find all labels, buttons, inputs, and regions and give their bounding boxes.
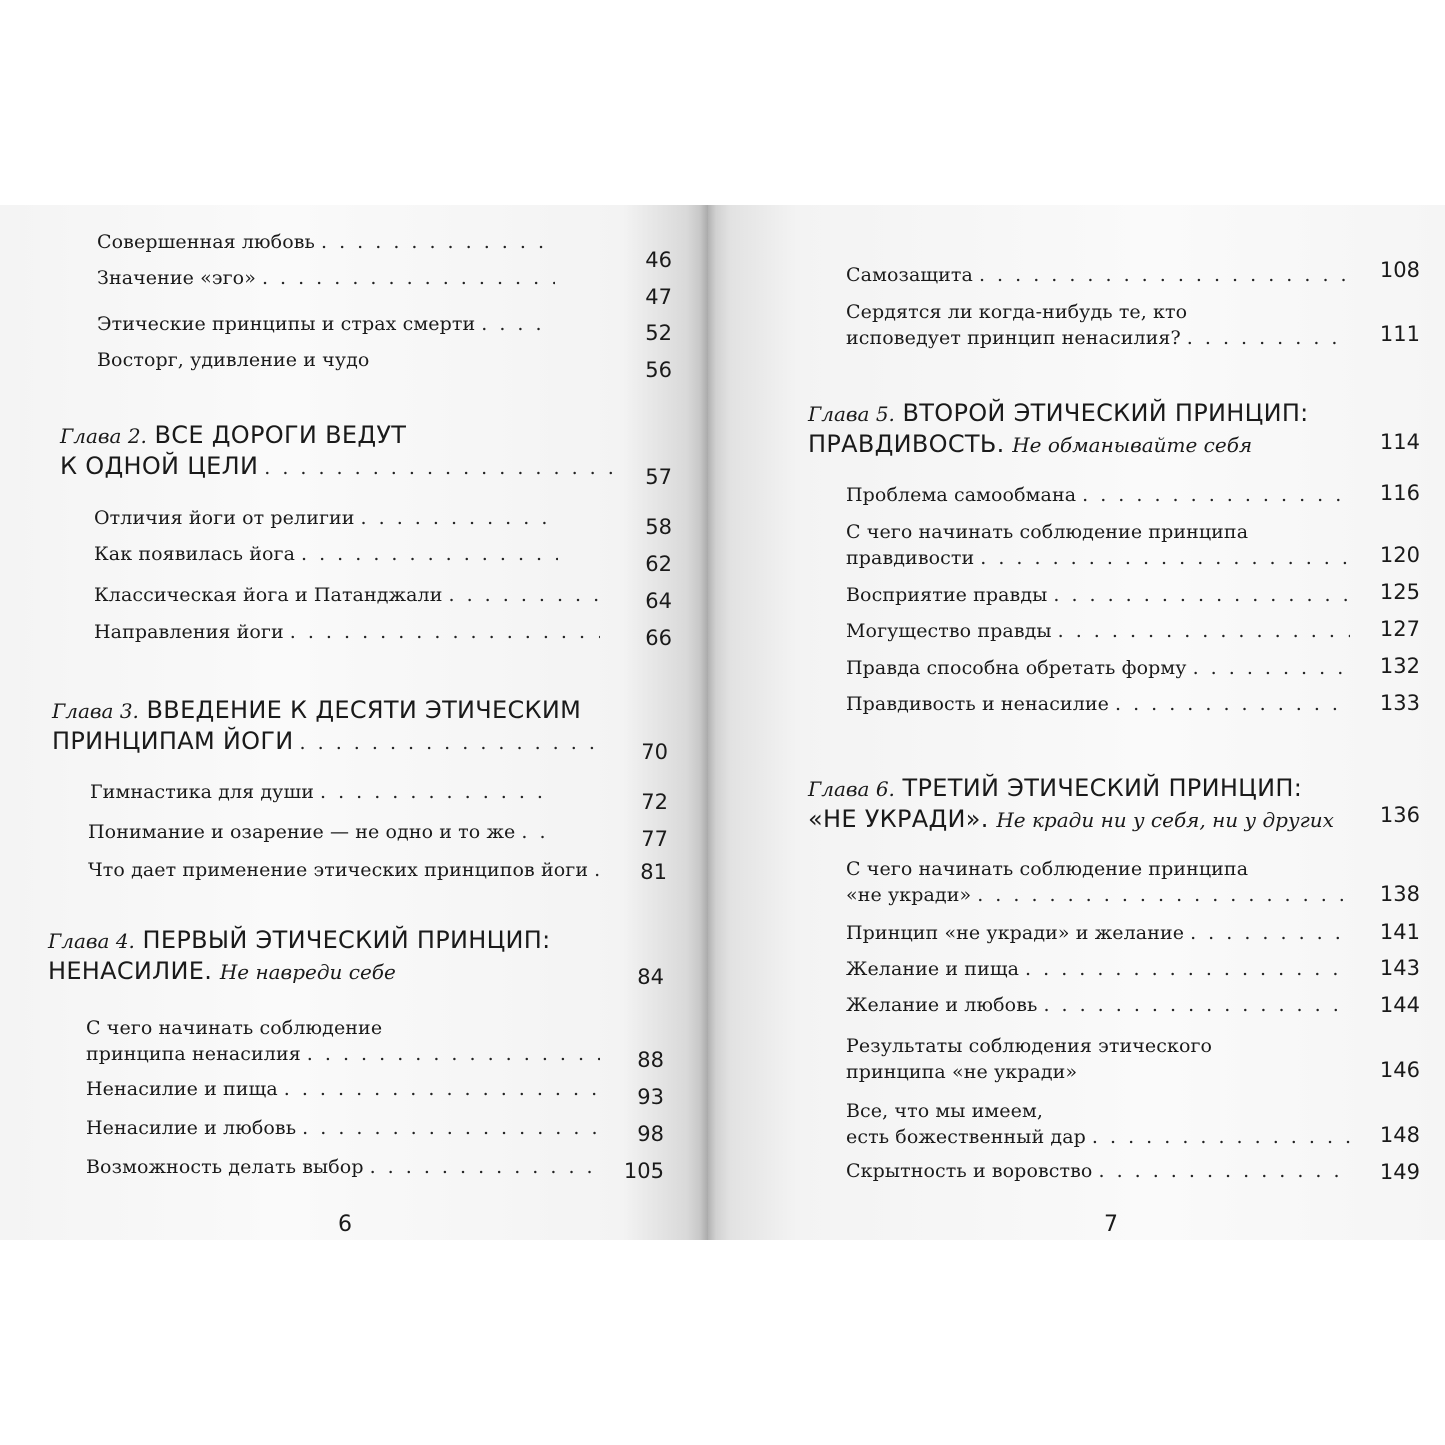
entry-title: Самозащита [846, 264, 973, 286]
dot-leader [1193, 655, 1350, 681]
chapter-heading [52, 695, 607, 758]
dot-leader [284, 1076, 600, 1102]
page-number: 105 [623, 1159, 664, 1183]
entry-title: Правда способна обретать форму [846, 657, 1187, 679]
entry-title: Принцип «не укради» и желание [846, 922, 1185, 944]
chapter-title-line1: ВТОРОЙ ЭТИЧЕСКИЙ ПРИНЦИП: [902, 399, 1309, 427]
toc-entry [846, 856, 1356, 908]
toc-entry [97, 311, 561, 337]
chapter-heading [60, 420, 620, 483]
entry-title: Понимание и озарение — не одно и то же [88, 821, 516, 843]
page-number: 57 [645, 465, 672, 489]
toc-entry [846, 582, 1356, 608]
dot-leader [302, 1115, 600, 1141]
dot-leader [264, 453, 614, 483]
dot-leader [977, 882, 1350, 908]
entry-title: принципа «не укради» [846, 1061, 1078, 1083]
dot-leader [290, 619, 600, 645]
entry-title: Значение «эго» [97, 267, 256, 289]
folio-left: 6 [338, 1212, 352, 1237]
right-page [708, 205, 1445, 1240]
dot-leader [301, 541, 558, 567]
page-number: 52 [645, 321, 672, 345]
toc-entry [846, 956, 1356, 982]
entry-title: Восторг, удивление и чудо [97, 349, 370, 371]
chapter-title-line2: НЕНАСИЛИЕ. [48, 957, 213, 985]
chapter-heading [808, 773, 1368, 835]
page-number: 116 [1379, 481, 1420, 505]
chapter-label: Глава 5. [808, 402, 895, 426]
entry-title-line1: Все, что мы имеем, [846, 1100, 1043, 1122]
page-number: 72 [641, 790, 668, 814]
dot-leader [979, 262, 1350, 288]
toc-entry [846, 262, 1356, 288]
dot-leader [262, 265, 555, 291]
entry-title: Этические принципы и страх смерти [97, 313, 476, 335]
dot-leader [1058, 618, 1350, 644]
chapter-title-line2: ПРИНЦИПАМ ЙОГИ [52, 727, 294, 755]
dot-leader [1043, 992, 1350, 1018]
book-gutter [700, 205, 716, 1240]
page-number: 47 [645, 285, 672, 309]
dot-leader [1082, 482, 1350, 508]
chapter-subtitle: Не навреди себе [219, 960, 396, 984]
entry-title: Проблема самообмана [846, 484, 1077, 506]
page-number: 132 [1379, 654, 1420, 678]
page-number: 148 [1379, 1123, 1420, 1147]
toc-entry [846, 1098, 1356, 1150]
entry-title: Ненасилие и любовь [86, 1117, 297, 1139]
chapter-title-line2: ПРАВДИВОСТЬ. [808, 430, 1005, 458]
dot-leader [980, 545, 1350, 571]
page-number: 62 [645, 552, 672, 576]
toc-entry [88, 819, 563, 845]
toc-entry [846, 1158, 1356, 1184]
toc-entry [90, 779, 560, 805]
page-number: 149 [1379, 1160, 1420, 1184]
page-number: 127 [1379, 617, 1420, 641]
dot-leader [521, 819, 557, 845]
toc-entry [86, 1154, 606, 1180]
entry-title: Скрытность и воровство [846, 1160, 1093, 1182]
entry-title: принципа ненасилия [86, 1043, 301, 1065]
page-number: 64 [645, 589, 672, 613]
page-number: 66 [645, 626, 672, 650]
toc-entry [94, 582, 606, 608]
dot-leader [1187, 325, 1350, 351]
page-number: 136 [1379, 803, 1420, 827]
left-page [0, 205, 708, 1240]
chapter-label: Глава 4. [48, 929, 135, 953]
entry-title: Возможность делать выбор [86, 1156, 364, 1178]
page-number: 58 [645, 515, 672, 539]
page-number: 46 [645, 248, 672, 272]
entry-title: правдивости [846, 547, 975, 569]
entry-title: Совершенная любовь [97, 231, 315, 253]
entry-title-line1: С чего начинать соблюдение [86, 1017, 383, 1039]
entry-title: Что дает применение этических принципов йоги [88, 859, 589, 881]
dot-leader [321, 229, 555, 255]
toc-entry [846, 1033, 1356, 1085]
dot-leader [307, 1041, 600, 1067]
dot-leader [594, 857, 602, 883]
chapter-title-line2: К ОДНОЙ ЦЕЛИ [60, 452, 259, 480]
entry-title-line1: С чего начинать соблюдение принципа [846, 521, 1249, 543]
toc-entry [846, 519, 1356, 571]
page-number: 141 [1379, 920, 1420, 944]
chapter-title-line1: ВВЕДЕНИЕ К ДЕСЯТИ ЭТИЧЕСКИМ [146, 696, 582, 724]
page-number: 88 [637, 1048, 664, 1072]
dot-leader [1025, 956, 1350, 982]
entry-title: Как появилась йога [94, 543, 296, 565]
dot-leader [1098, 1158, 1350, 1184]
chapter-label: Глава 3. [52, 699, 139, 723]
page-number: 146 [1379, 1058, 1420, 1082]
entry-title: Отличия йоги от религии [94, 507, 355, 529]
entry-title: есть божественный дар [846, 1126, 1086, 1148]
book-spread [0, 205, 1445, 1240]
chapter-label: Глава 2. [60, 424, 147, 448]
page-number: 77 [641, 827, 668, 851]
entry-title: Желание и пища [846, 958, 1020, 980]
page-number: 93 [637, 1085, 664, 1109]
page-number: 125 [1379, 580, 1420, 604]
page-number: 70 [641, 740, 668, 764]
toc-entry [88, 857, 608, 883]
entry-title: Правдивость и ненасилие [846, 693, 1109, 715]
page-number: 81 [640, 860, 667, 884]
chapter-heading [808, 398, 1368, 460]
entry-title-line1: С чего начинать соблюдение принципа [846, 858, 1249, 880]
entry-title: Ненасилие и пища [86, 1078, 278, 1100]
entry-title: Могущество правды [846, 620, 1052, 642]
page-number: 114 [1379, 430, 1420, 454]
chapter-title-line2: «НЕ УКРАДИ». [808, 805, 989, 833]
dot-leader [1115, 691, 1350, 717]
dot-leader [1053, 582, 1350, 608]
toc-entry [846, 691, 1356, 717]
toc-entry [86, 1115, 606, 1141]
chapter-title-line1: ТРЕТИЙ ЭТИЧЕСКИЙ ПРИНЦИП: [902, 774, 1303, 802]
entry-title: Гимнастика для души [90, 781, 314, 803]
entry-title: Желание и любовь [846, 994, 1038, 1016]
entry-title-line1: Результаты соблюдения этического [846, 1035, 1213, 1057]
chapter-subtitle: Не кради ни у себя, ни у других [996, 808, 1334, 832]
dot-leader [481, 311, 555, 337]
dot-leader [449, 582, 601, 608]
toc-entry [846, 482, 1356, 508]
page-number: 108 [1379, 258, 1420, 282]
entry-title: исповедует принцип ненасилия? [846, 327, 1181, 349]
dot-leader [320, 779, 554, 805]
entry-title: Классическая йога и Патанджали [94, 584, 443, 606]
chapter-label: Глава 6. [808, 777, 895, 801]
page-number: 143 [1379, 956, 1420, 980]
toc-entry [846, 920, 1356, 946]
toc-entry [97, 265, 561, 291]
page-number: 138 [1379, 882, 1420, 906]
toc-entry [846, 299, 1356, 351]
dot-leader [1190, 920, 1350, 946]
toc-entry [97, 229, 561, 255]
dot-leader [1092, 1124, 1350, 1150]
toc-entry [846, 618, 1356, 644]
folio-right: 7 [1104, 1212, 1118, 1237]
dot-leader [300, 728, 601, 758]
toc-entry [94, 619, 606, 645]
page-number: 120 [1379, 543, 1420, 567]
page-number: 144 [1379, 993, 1420, 1017]
entry-title: «не укради» [846, 884, 972, 906]
toc-entry [94, 505, 564, 531]
toc-entry [846, 992, 1356, 1018]
toc-entry [86, 1076, 606, 1102]
toc-entry [97, 347, 561, 373]
page-number: 56 [645, 358, 672, 382]
page-number: 84 [637, 965, 664, 989]
entry-title: Направления йоги [94, 621, 284, 643]
chapter-title-line1: ВСЕ ДОРОГИ ВЕДУТ [154, 421, 407, 449]
page-number: 133 [1379, 691, 1420, 715]
toc-entry [86, 1015, 606, 1067]
dot-leader [361, 505, 558, 531]
chapter-title-line1: ПЕРВЫЙ ЭТИЧЕСКИЙ ПРИНЦИП: [142, 926, 551, 954]
page-number: 98 [637, 1122, 664, 1146]
toc-entry [94, 541, 564, 567]
entry-title: Восприятие правды [846, 584, 1048, 606]
dot-leader [370, 1154, 600, 1180]
toc-entry [846, 655, 1356, 681]
chapter-subtitle: Не обманывайте себя [1012, 433, 1253, 457]
chapter-heading [48, 925, 603, 987]
page-number: 111 [1379, 322, 1420, 346]
entry-title-line1: Сердятся ли когда-нибудь те, кто [846, 301, 1188, 323]
